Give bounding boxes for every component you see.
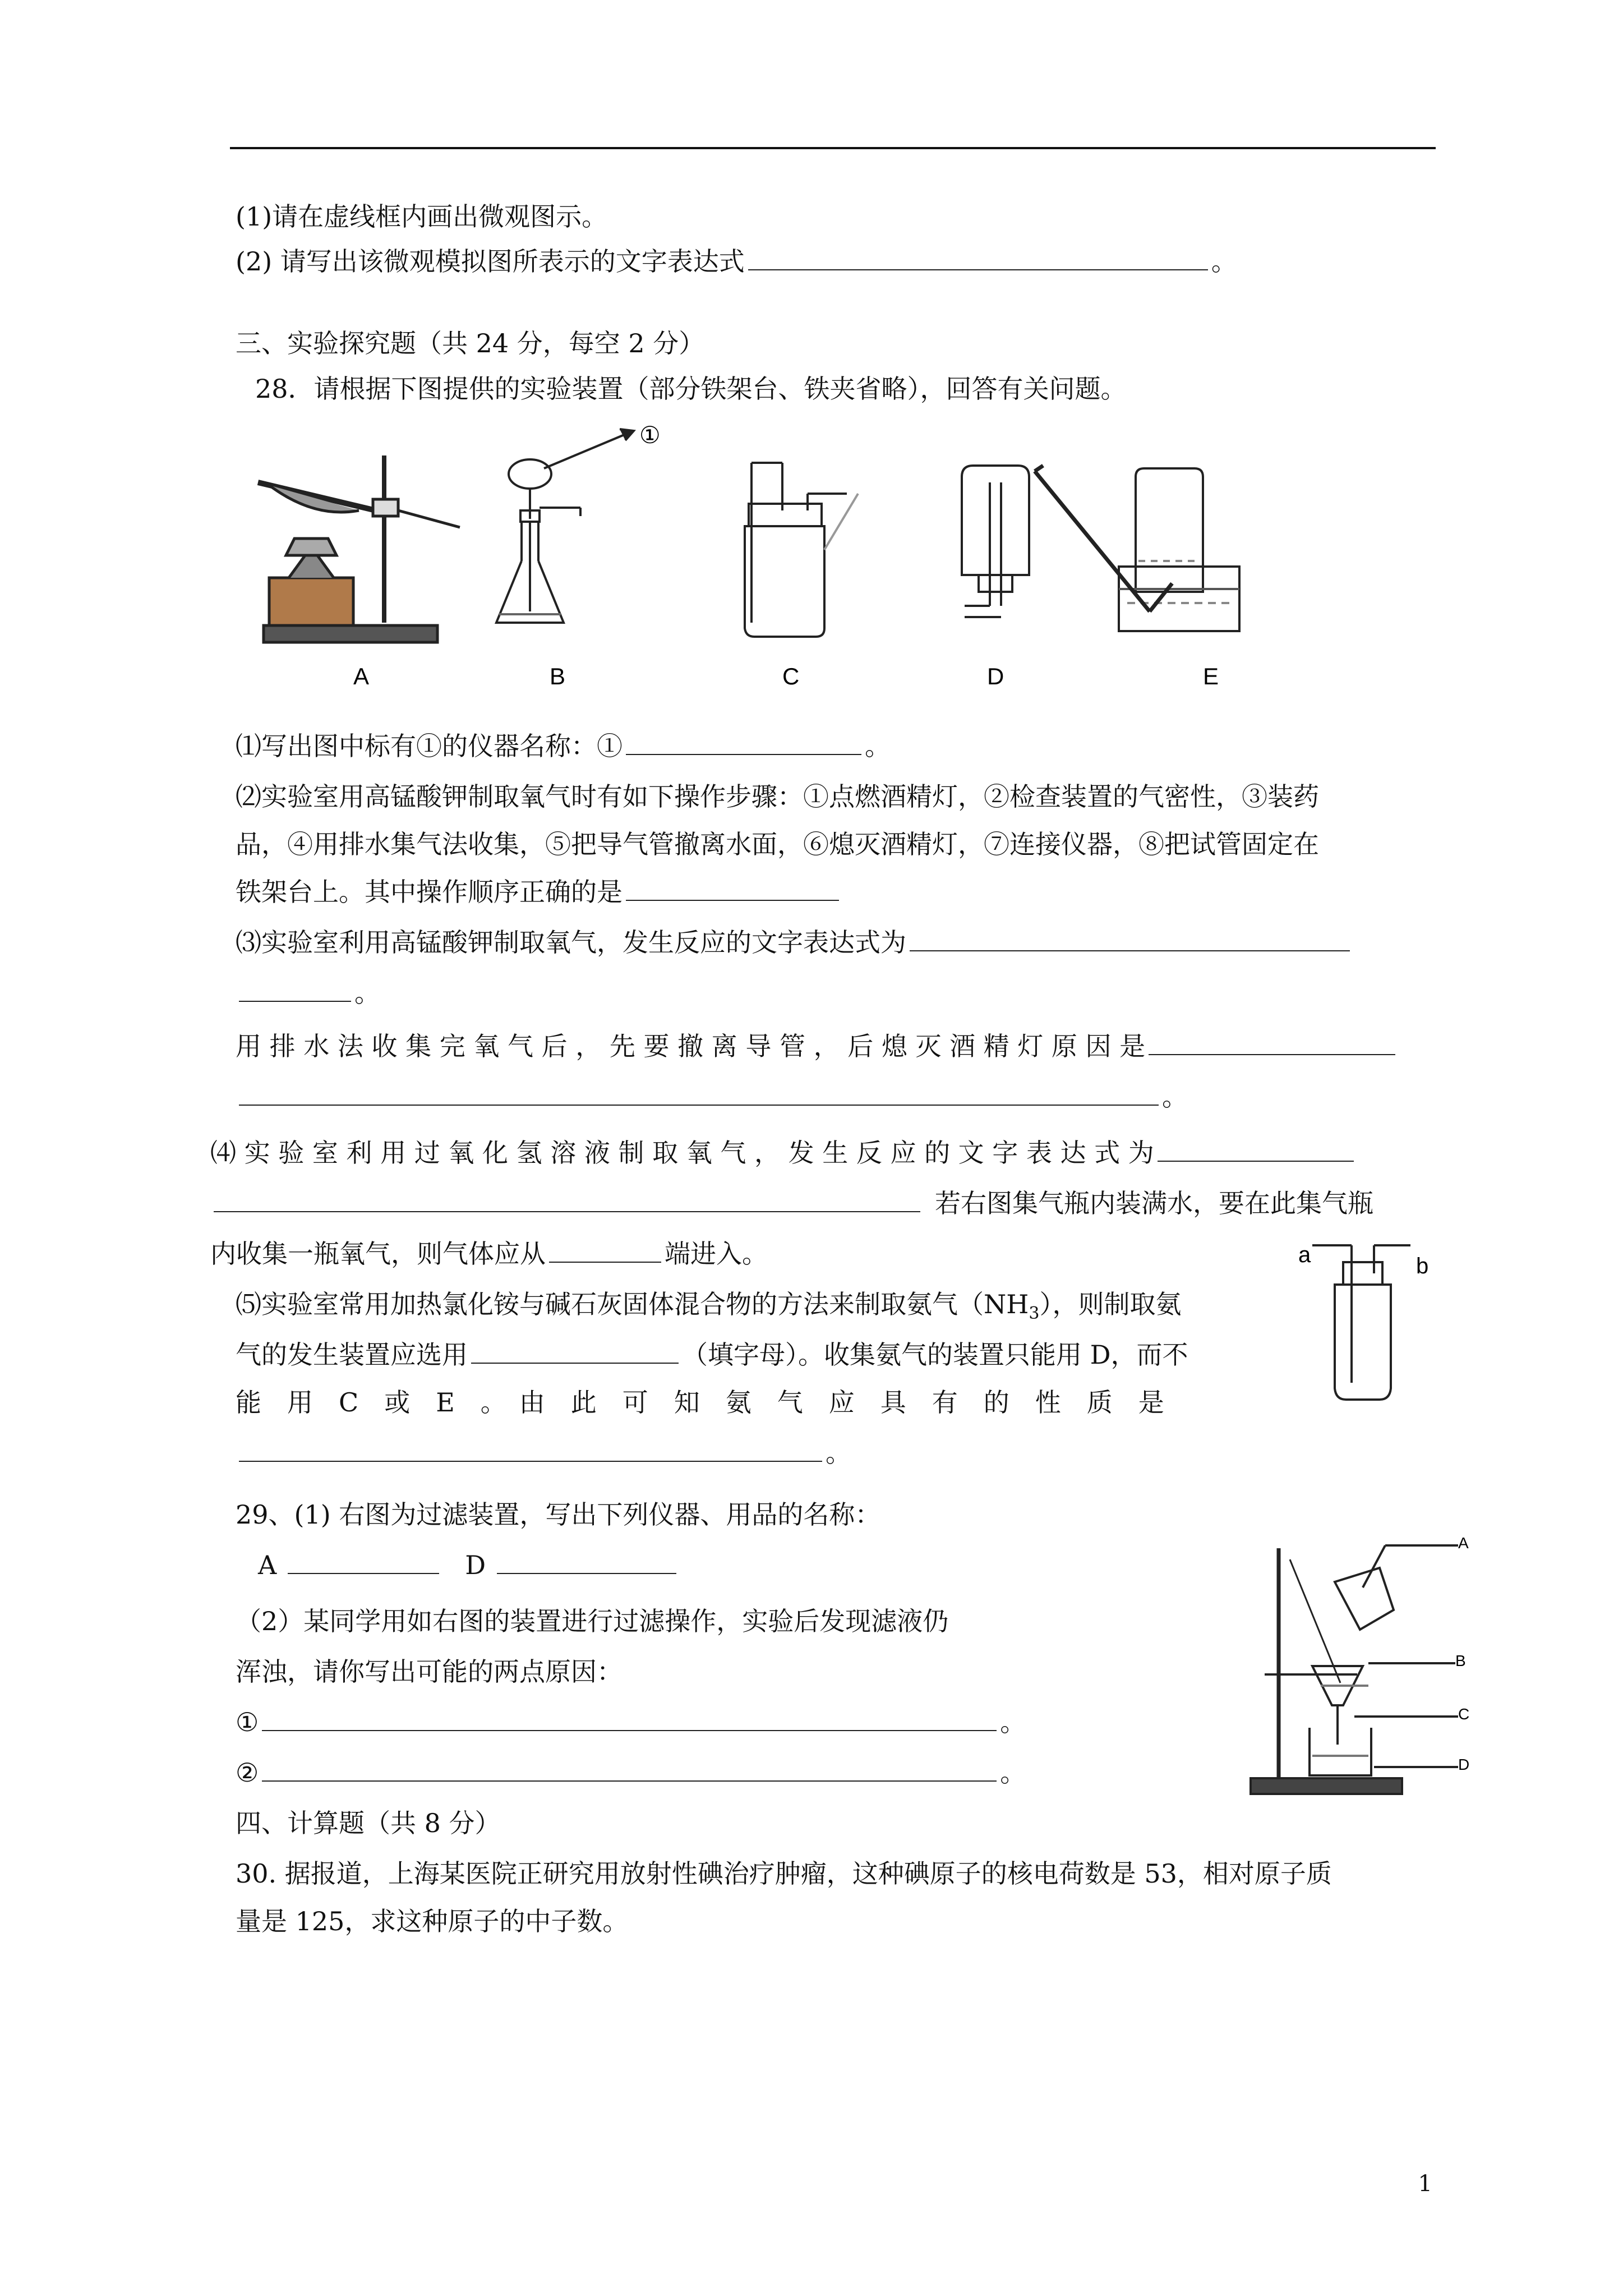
q28-s5-line1: ⑸实验室常用加热氯化铵与碱石灰固体混合物的方法来制取氨气$(NH_3)$，则制取氨 (236, 1289, 1182, 1324)
q28-s1: ⑴写出图中标有①的仪器名称：① 。 (236, 729, 891, 763)
q28-s5-line3: 能 用 C 或 E 。 由 此 可 知 氨 气 应 具 有 的 性 质 是 (236, 1387, 1164, 1418)
q29-line4: 浑浊，请你写出可能的两点原因： (236, 1657, 623, 1687)
q29-line3: （2）某同学用如右图的装置进行过滤操作，实验后发现滤液仍 (236, 1606, 949, 1636)
apparatus-d (962, 466, 1029, 617)
q28-s2-line2: 品，④用排水集气法收集，⑤把导气管撤离水面，⑥熄灭酒精灯，⑦连接仪器，⑧把试管固定在 (236, 829, 1319, 859)
filter-label-d: D (1458, 1756, 1469, 1773)
q28-s3-blank-c[interactable] (1149, 1029, 1395, 1055)
q27-part2-text: (2) 请写出该微观模拟图所表示的文字表达式 (236, 246, 745, 277)
q29-line2: A D (258, 1548, 680, 1582)
label-b: B (550, 663, 566, 689)
apparatus-a (258, 455, 460, 642)
q28-s4-blank-a[interactable] (1158, 1136, 1354, 1162)
q29-reason2: ② 。 (236, 1756, 1026, 1789)
filtration-figure (1234, 1515, 1469, 1806)
q28-s3-line3: 用 排 水 法 收 集 完 氧 气 后 ， 先 要 撤 离 导 管 ， 后 熄 灭 酒 精 灯 原 因 是 (236, 1029, 1399, 1063)
q28-s4-line3: 内收集一瓶氧气，则气体应从 端进入。 (210, 1237, 768, 1271)
q27-part1: (1)请在虚线框内画出微观图示。 (236, 201, 608, 232)
gas-bottle-figure (1290, 1231, 1436, 1416)
apparatus-figure (247, 421, 1301, 701)
label-d: D (987, 663, 1004, 689)
q30-line1: 30. 据报道，上海某医院正研究用放射性碘治疗肿瘤，这种碘原子的核电荷数是 53，相对原子质 (236, 1858, 1332, 1889)
q29-reason1-blank[interactable] (262, 1705, 997, 1731)
q28-s4-blank-b[interactable] (214, 1186, 920, 1212)
q28-s5-blank-a[interactable] (471, 1338, 679, 1364)
q28-s3-line4: 。 (236, 1080, 1188, 1114)
filter-label-c: C (1458, 1705, 1469, 1723)
apparatus-e (1035, 466, 1239, 631)
q28-s4-line1: ⑷ 实 验 室 利 用 过 氧 化 氢 溶 液 制 取 氧 气 ， 发 生 反 应 的 文 字 表 达 式 为 (210, 1136, 1357, 1170)
q29-reason2-blank[interactable] (262, 1756, 997, 1782)
q28-s4-line2: 若右图集气瓶内装满水，要在此集气瓶 (210, 1186, 1373, 1220)
q30-line2: 量是 125，求这种原子的中子数。 (236, 1906, 629, 1936)
header-rule (230, 147, 1436, 149)
bottle-label-b: b (1416, 1254, 1429, 1278)
section3-heading: 三、实验探究题（共 24 分，每空 2 分） (236, 328, 705, 358)
q28-s3-line1: ⑶实验室利用高锰酸钾制取氧气，发生反应的文字表达式为 (236, 926, 1353, 959)
apparatus-b (496, 429, 634, 623)
q27-answer-blank[interactable] (748, 245, 1208, 270)
label-c: C (782, 663, 800, 689)
q28-s3-blank-b[interactable] (239, 976, 351, 1002)
q28-s4-blank-c[interactable] (549, 1237, 661, 1263)
q29-a-blank[interactable] (288, 1548, 439, 1574)
q29-d-blank[interactable] (497, 1548, 676, 1574)
q29-line1: 29、(1) 右图为过滤装置，写出下列仪器、用品的名称： (236, 1499, 881, 1530)
label-e: E (1203, 663, 1219, 689)
q28-s5-blank-b[interactable] (239, 1436, 822, 1462)
q28-s3-line2: 。 (236, 976, 380, 1010)
filter-label-b: B (1455, 1652, 1466, 1669)
label-a: A (353, 663, 370, 689)
q28-s5-line4: 。 (236, 1436, 851, 1470)
q28-s3-blank-a[interactable] (910, 926, 1350, 951)
q28-stem: 28．请根据下图提供的实验装置（部分铁架台、铁夹省略），回答有关问题。 (255, 374, 1127, 404)
apparatus-c (745, 463, 858, 637)
filter-label-a: A (1458, 1534, 1469, 1552)
marker-1: ① (639, 421, 661, 449)
q28-s2-line1: ⑵实验室用高锰酸钾制取氧气时有如下操作步骤：①点燃酒精灯，②检查装置的气密性，③装药 (236, 781, 1319, 812)
q28-s1-blank[interactable] (626, 729, 861, 755)
q28-s2-blank[interactable] (626, 875, 839, 901)
page-number: 1 (1418, 2171, 1432, 2197)
bottle-label-a: a (1298, 1243, 1311, 1267)
q27-part2: (2) 请写出该微观模拟图所表示的文字表达式 。 (236, 245, 1237, 278)
q28-s2-line3: 铁架台上。其中操作顺序正确的是 (236, 875, 842, 909)
q28-s3-blank-d[interactable] (239, 1080, 1159, 1106)
q28-s5-line2: 气的发生装置应选用 （填字母）。收集氨气的装置只能用 D，而不 (236, 1338, 1188, 1372)
section4-heading: 四、计算题（共 8 分） (236, 1808, 501, 1838)
q29-reason1: ① 。 (236, 1705, 1026, 1739)
